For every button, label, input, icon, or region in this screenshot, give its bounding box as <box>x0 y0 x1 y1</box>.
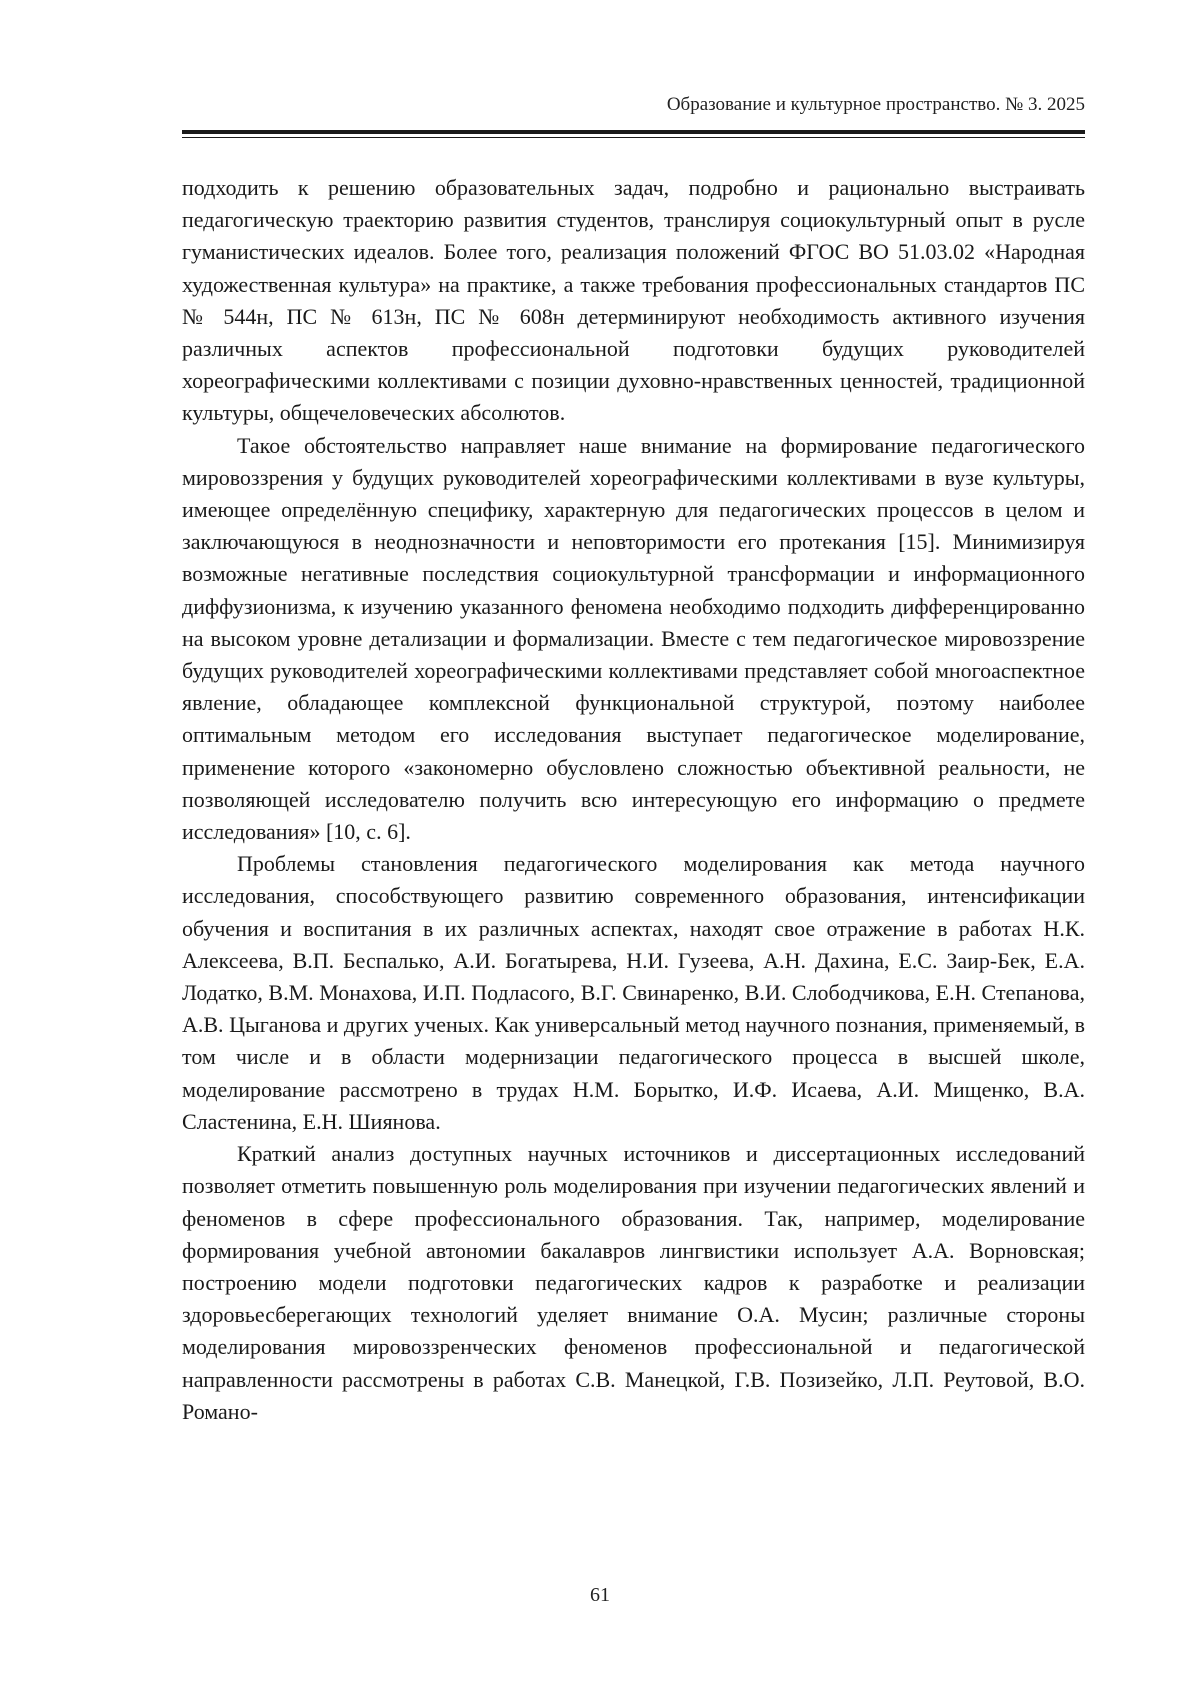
body-text <box>182 172 1085 1428</box>
paragraph-3: Проблемы становления педагогического моделирования как метода научного исследования, способствующего развитию современного образования, интенсификации обучения и воспитания в их различных аспектах, находят свое отражение в работах Н.К. Алексеева, В.П. Беспалько, А.И. Богатырева, Н.И. Гузеева, А.Н. Дахина, Е.С. Заир-Бек, Е.А. Лодатко, В.М. Монахова, И.П. Подласого, В.Г. Свинаренко, В.И. Слободчикова, Е.Н. Степанова, А.В. Цыганова и других ученых. Как универсальный метод научного познания, применяемый, в том числе и в области модернизации педагогического процесса в высшей школе, моделирование рассмотрено в трудах Н.М. Борытко, И.Ф. Исаева, А.И. Мищенко, В.А. Сластенина, Е.Н. Шиянова. <box>182 851 1085 1134</box>
paragraph-2: Такое обстоятельство направляет наше внимание на формирование педагогического мировоззрения у будущих руководителей хореографическими коллективами в вузе культуры, имеющее определённую специфику, характерную для педагогических процессов в целом и заключающуюся в неоднозначности и неповторимости его протекания [15]. Минимизируя возможные негативные последствия социокультурной трансформации и информационного диффузионизма, к изучению указанного феномена необходимо подходить дифференцированно на высоком уровне детализации и формализации. Вместе с тем педагогическое мировоззрение будущих руководителей хореографическими коллективами представляет собой многоаспектное явление, обладающее комплексной функциональной структурой, поэтому наиболее оптимальным методом его исследования выступает педагогическое моделирование, применение которого «закономерно обусловлено сложностью объективной реальности, не позволяющей исследователю получить всю интересующую его информацию о предмете исследования» [10, с. 6]. <box>182 432 1085 845</box>
header-rule-thick <box>182 130 1085 134</box>
page-number: 61 <box>590 1584 610 1606</box>
header-rule-thin <box>182 137 1085 138</box>
paragraph-1: подходить к решению образовательных задач, подробно и рационально выстраивать педагогическую траекторию развития студентов, транслируя социокультурный опыт в русле гуманистических идеалов. Более того, реализация положений ФГОС ВО 51.03.02 «Народная художественная культура» на практике, а также требования профессиональных стандартов ПС № 544н, ПС № 613н, ПС № 608н детерминируют необходимость активного изучения различных аспектов профессиональной подготовки будущих руководителей хореографическими коллективами с позиции духовно-нравственных ценностей, традиционной культуры, общечеловеческих абсолютов. <box>182 175 1085 426</box>
running-header: Образование и культурное пространство. № 3. 2025 <box>666 94 1085 115</box>
paragraph-4: Краткий анализ доступных научных источников и диссертационных исследований позволяет отметить повышенную роль моделирования при изучении педагогических явлений и феноменов в сфере профессионального образования. Так, например, моделирование формирования учебной автономии бакалавров лингвистики использует А.А. Ворновская; построению модели подготовки педагогических кадров к разработке и реализации здоровьесберегающих технологий уделяет внимание О.А. Мусин; различные стороны моделирования мировоззренческих феноменов профессиональной и педагогической направленности рассмотрены в работах С.В. Манецкой, Г.В. Позизейко, Л.П. Реутовой, В.О. Романо- <box>182 1141 1085 1424</box>
